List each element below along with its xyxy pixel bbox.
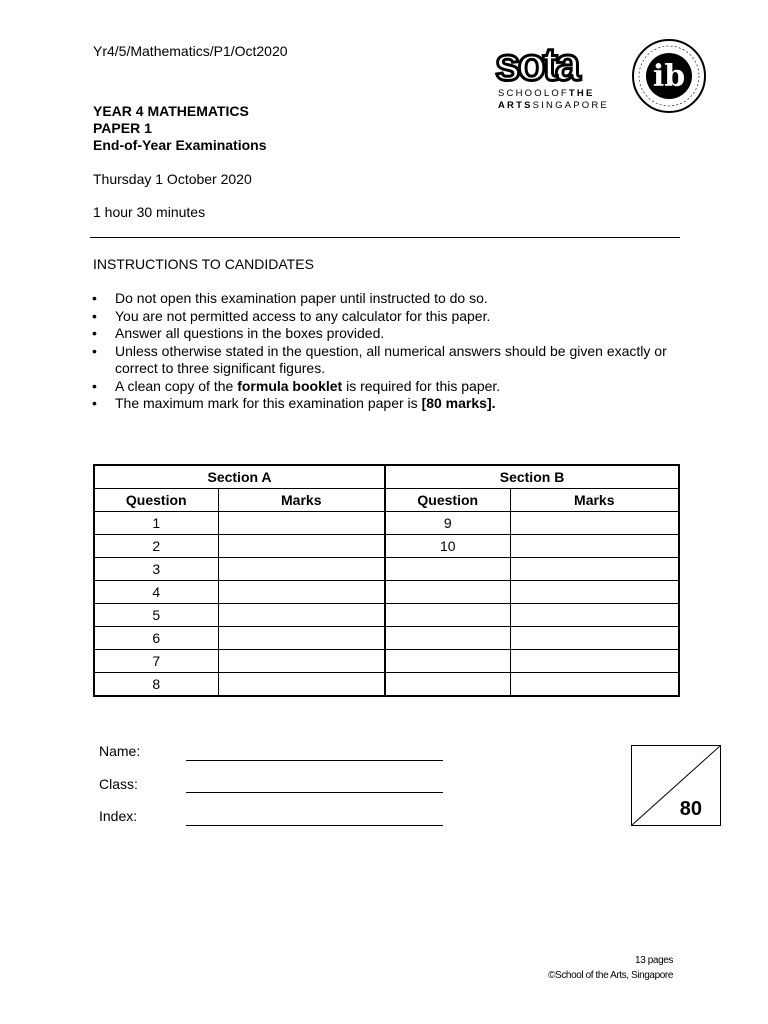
marks-cell[interactable] (510, 581, 679, 604)
question-number: 3 (94, 558, 218, 581)
marks-cell[interactable] (510, 558, 679, 581)
instruction-item: • Unless otherwise stated in the question, all numerical answers should be given exactly or correct to three significant figures. (90, 343, 680, 378)
document-reference: Yr4/5/Mathematics/P1/Oct2020 (93, 43, 288, 59)
instruction-item: • Answer all questions in the boxes provided. (90, 325, 680, 343)
marks-cell[interactable] (218, 581, 385, 604)
score-total: 80 (679, 798, 702, 820)
class-label: Class: (99, 776, 138, 792)
table-row (94, 604, 679, 627)
instructions-list (90, 290, 680, 413)
marks-cell[interactable] (510, 512, 679, 535)
sota-logo-line1a: SCHOOLOF (498, 88, 569, 99)
sota-logo-text (498, 88, 609, 112)
header-divider (90, 237, 680, 238)
marks-cell[interactable] (218, 558, 385, 581)
question-column-header: Question (385, 489, 510, 512)
name-field[interactable] (186, 760, 443, 761)
question-number: 10 (385, 535, 510, 558)
exam-title-line3: End-of-Year Examinations (93, 137, 267, 153)
marks-cell[interactable] (218, 627, 385, 650)
question-number (385, 558, 510, 581)
instruction-text: A clean copy of the (115, 377, 238, 394)
exam-title (93, 103, 266, 154)
question-number (385, 673, 510, 697)
table-row (94, 535, 679, 558)
instruction-item: • Do not open this examination paper until instructed to do so. (90, 290, 680, 308)
marks-cell[interactable] (218, 673, 385, 697)
marks-cell[interactable] (218, 535, 385, 558)
table-row (94, 627, 679, 650)
question-number: 6 (94, 627, 218, 650)
sota-logo (495, 42, 620, 88)
section-a-header: Section A (94, 465, 385, 489)
name-label: Name: (99, 743, 141, 759)
instruction-text: is required for this paper. (342, 377, 501, 394)
table-row (94, 673, 679, 697)
instruction-text: The maximum mark for this examination paper is (115, 395, 422, 411)
page-count: 13 pages (635, 955, 673, 966)
ib-logo-letters: ib (652, 59, 686, 94)
marks-column-header: Marks (510, 489, 679, 512)
instructions-heading: INSTRUCTIONS TO CANDIDATES (93, 256, 314, 272)
table-row (94, 512, 679, 535)
marks-column-header: Marks (218, 489, 385, 512)
instruction-item (90, 378, 680, 396)
instruction-bold-text: [80 marks]. (421, 395, 496, 411)
question-number: 4 (94, 581, 218, 604)
marks-cell[interactable] (510, 535, 679, 558)
ib-logo (628, 38, 710, 114)
exam-duration: 1 hour 30 minutes (93, 204, 206, 220)
sota-logo-line1b: THE (568, 88, 595, 99)
question-number: 5 (94, 604, 218, 627)
table-column-header-row (94, 489, 679, 512)
footer (548, 953, 673, 983)
table-row (94, 650, 679, 673)
exam-title-line2: PAPER 1 (93, 120, 152, 136)
question-number: 9 (385, 512, 510, 535)
marks-table (93, 464, 680, 697)
exam-title-line1: YEAR 4 MATHEMATICS (93, 103, 249, 119)
table-section-row (94, 465, 679, 489)
table-row (94, 558, 679, 581)
marks-cell[interactable] (218, 512, 385, 535)
marks-cell[interactable] (510, 673, 679, 697)
copyright-notice: ©School of the Arts, Singapore (548, 970, 673, 981)
instruction-bold-text: formula booklet (237, 377, 343, 394)
table-row (94, 581, 679, 604)
marks-cell[interactable] (218, 650, 385, 673)
marks-cell[interactable] (218, 604, 385, 627)
question-number: 8 (94, 673, 218, 697)
class-field[interactable] (186, 792, 443, 793)
question-number: 2 (94, 535, 218, 558)
marks-cell[interactable] (510, 650, 679, 673)
section-b-header: Section B (385, 465, 679, 489)
sota-logo-line2a: ARTS (498, 100, 533, 111)
question-number (385, 627, 510, 650)
question-number (385, 604, 510, 627)
exam-date: Thursday 1 October 2020 (93, 171, 252, 187)
marks-cell[interactable] (510, 627, 679, 650)
question-number (385, 581, 510, 604)
instruction-item: • You are not permitted access to any calculator for this paper. (90, 308, 680, 326)
marks-cell[interactable] (510, 604, 679, 627)
index-field[interactable] (186, 825, 443, 826)
sota-logo-word: sota (495, 42, 578, 88)
question-number: 7 (94, 650, 218, 673)
score-box[interactable] (631, 745, 721, 826)
question-number: 1 (94, 512, 218, 535)
sota-logo-line2b: SINGAPORE (532, 100, 609, 111)
question-column-header: Question (94, 489, 218, 512)
index-label: Index: (99, 808, 138, 824)
score-diagonal (632, 746, 720, 825)
question-number (385, 650, 510, 673)
instruction-item (90, 395, 680, 413)
